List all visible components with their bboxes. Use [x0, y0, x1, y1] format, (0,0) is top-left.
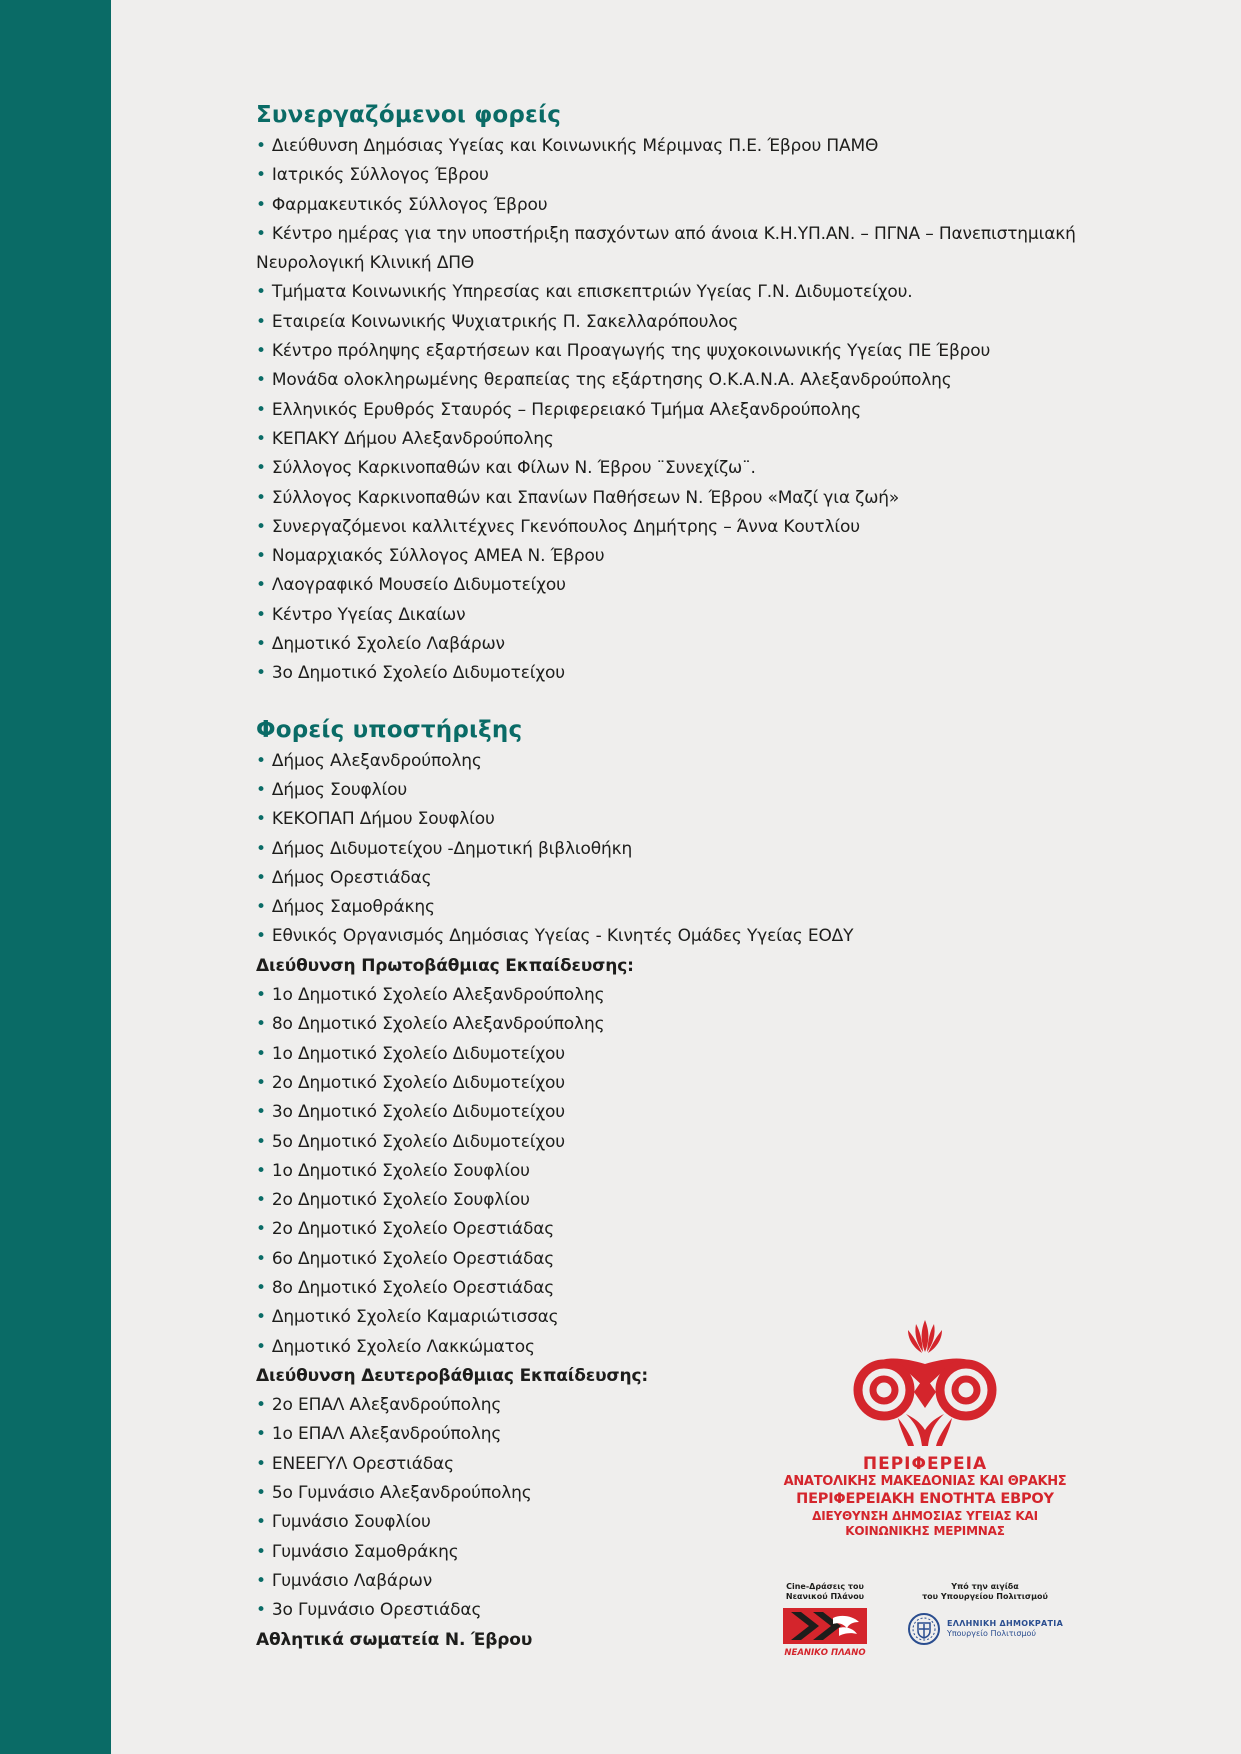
- list-item: • 2ο Δημοτικό Σχολείο Ορεστιάδας: [256, 1215, 1156, 1244]
- list-item: • Συνεργαζόμενοι καλλιτέχνες Γκενόπουλος Δημήτρης – Άννα Κουτλίου: [256, 513, 1156, 542]
- list-item: • Σύλλογος Καρκινοπαθών και Φίλων Ν. Έβρου ¨Συνεχίζω¨.: [256, 454, 1156, 483]
- list-item: • 5ο Δημοτικό Σχολείο Διδυμοτείχου: [256, 1128, 1156, 1157]
- list-item: • Δήμος Σουφλίου: [256, 776, 1156, 805]
- list-item: • 5ο Γυμνάσιο Αλεξανδρούπολης: [256, 1479, 1156, 1508]
- list-item: • Σύλλογος Καρκινοπαθών και Σπανίων Παθήσεων Ν. Έβρου «Μαζί για ζωή»: [256, 484, 1156, 513]
- list-item: • 1ο Δημοτικό Σχολείο Διδυμοτείχου: [256, 1040, 1156, 1069]
- cine-caption-line2: Νεανικού Πλάνου: [785, 1592, 865, 1601]
- list-item: • Δημοτικό Σχολείο Λακκώματος: [256, 1333, 1156, 1362]
- ministry-emblem-row: [890, 1612, 1080, 1646]
- ministry-caption-line2: του Υπουργείου Πολιτισμού: [922, 1592, 1048, 1601]
- list-item: • 3ο Δημοτικό Σχολείο Διδυμοτείχου: [256, 1098, 1156, 1127]
- region-logo-line1: ΠΕΡΙΦΕΡΕΙΑ: [862, 1454, 988, 1474]
- neaniko-plano-label: ΝΕΑΝΙΚΟ ΠΛΑΝΟ: [784, 1648, 866, 1658]
- region-logo-line2: ΑΝΑΤΟΛΙΚΗΣ ΜΑΚΕΔΟΝΙΑΣ ΚΑΙ ΘΡΑΚΗΣ: [783, 1474, 1067, 1489]
- list-item: • 1ο Δημοτικό Σχολείο Σουφλίου: [256, 1157, 1156, 1186]
- list-item: • 8ο Δημοτικό Σχολείο Ορεστιάδας: [256, 1274, 1156, 1303]
- list-item: • Λαογραφικό Μουσείο Διδυμοτείχου: [256, 571, 1156, 600]
- list-item: • 8ο Δημοτικό Σχολείο Αλεξανδρούπολης: [256, 1010, 1156, 1039]
- list-item: • Γυμνάσιο Σαμοθράκης: [256, 1538, 1156, 1567]
- list-item: • Εταιρεία Κοινωνικής Ψυχιατρικής Π. Σακελλαρόπουλος: [256, 308, 1156, 337]
- ministry-line2: Υπουργείο Πολιτισμού: [946, 1629, 1037, 1638]
- ministry-logo: [890, 1582, 1080, 1646]
- supporters-title: Φορείς υποστήριξης: [256, 716, 523, 743]
- cine-caption-line1: Cine-Δράσεις του: [786, 1582, 864, 1591]
- list-item: • Κέντρο Υγείας Δικαίων: [256, 601, 1156, 630]
- region-logo-line4: ΔΙΕΥΘΥΝΣΗ ΔΗΜΟΣΙΑΣ ΥΓΕΙΑΣ ΚΑΙ: [812, 1509, 1038, 1523]
- ministry-caption-line1: Υπό την αιγίδα: [951, 1582, 1019, 1591]
- secondary-education-heading: Διεύθυνση Δευτεροβάθμιας Εκπαίδευσης:: [256, 1365, 649, 1386]
- cine-logo: [770, 1582, 880, 1656]
- list-item: • Ελληνικός Ερυθρός Σταυρός – Περιφερειακό Τμήμα Αλεξανδρούπολης: [256, 396, 1156, 425]
- list-item: • Φαρμακευτικός Σύλλογος Έβρου: [256, 191, 1156, 220]
- list-item: • Δημοτικό Σχολείο Λαβάρων: [256, 630, 1156, 659]
- list-item: • 2ο Δημοτικό Σχολείο Διδυμοτείχου: [256, 1069, 1156, 1098]
- list-item: • Δημοτικό Σχολείο Καμαριώτισσας: [256, 1303, 1156, 1332]
- ionic-capital-icon: [850, 1318, 1000, 1448]
- list-item: • ΚΕΚΟΠΑΠ Δήμου Σουφλίου: [256, 805, 1156, 834]
- primary-education-heading: Διεύθυνση Πρωτοβάθμιας Εκπαίδευσης:: [256, 955, 634, 976]
- list-item: • 3ο Γυμνάσιο Ορεστιάδας: [256, 1596, 1156, 1625]
- list-item: • Δήμος Ορεστιάδας: [256, 864, 1156, 893]
- primary-schools-list: [256, 981, 1156, 1362]
- list-item: • 1ο Δημοτικό Σχολείο Αλεξανδρούπολης: [256, 981, 1156, 1010]
- region-logo-line5: ΚΟΙΝΩΝΙΚΗΣ ΜΕΡΙΜΝΑΣ: [845, 1524, 1005, 1538]
- list-item: • Δήμος Διδυμοτείχου -Δημοτική βιβλιοθήκη: [256, 835, 1156, 864]
- list-item: • Μονάδα ολοκληρωμένης θεραπείας της εξάρτησης Ο.Κ.Α.Ν.Α. Αλεξανδρούπολης: [256, 366, 1156, 395]
- sponsor-logos: [770, 1582, 1080, 1672]
- ministry-line1: ΕΛΛΗΝΙΚΗ ΔΗΜΟΚΡΑΤΙΑ: [946, 1619, 1064, 1628]
- list-item: • Γυμνάσιο Λαβάρων: [256, 1567, 1156, 1596]
- side-stripe: [0, 0, 111, 1754]
- greek-emblem-icon: [907, 1612, 941, 1646]
- list-item: • ΚΕΠΑΚΥ Δήμου Αλεξανδρούπολης: [256, 425, 1156, 454]
- list-item: • 2ο ΕΠΑΛ Αλεξανδρούπολης: [256, 1391, 1156, 1420]
- list-item: • Δήμος Αλεξανδρούπολης: [256, 747, 1156, 776]
- list-item: • Διεύθυνση Δημόσιας Υγείας και Κοινωνικής Μέριμνας Π.Ε. Έβρου ΠΑΜΘ: [256, 132, 1156, 161]
- list-item: • 3ο Δημοτικό Σχολείο Διδυμοτείχου: [256, 659, 1156, 688]
- athletic-clubs-heading: Αθλητικά σωματεία Ν. Έβρου: [256, 1629, 533, 1650]
- partners-title: Συνεργαζόμενοι φορείς: [256, 102, 562, 128]
- list-item: • Νομαρχιακός Σύλλογος ΑΜΕΑ Ν. Έβρου: [256, 542, 1156, 571]
- list-item: • Κέντρο ημέρας για την υποστήριξη πασχόντων από άνοια Κ.Η.ΥΠ.ΑΝ. – ΠΓΝΑ – Πανεπιστημιακή Νευρολογική Κλινική ΔΠΘ: [256, 220, 1136, 279]
- list-item: • Τμήματα Κοινωνικής Υπηρεσίας και επισκεπτριών Υγείας Γ.Ν. Διδυμοτείχου.: [256, 278, 1156, 307]
- list-item: • ΕΝΕΕΓΥΛ Ορεστιάδας: [256, 1450, 1156, 1479]
- supporters-list: [256, 747, 1156, 952]
- list-item: • Γυμνάσιο Σουφλίου: [256, 1508, 1156, 1537]
- neaniko-plano-icon: [783, 1608, 867, 1656]
- list-item: • Κέντρο πρόληψης εξαρτήσεων και Προαγωγής της ψυχοκοινωνικής Υγείας ΠΕ Έβρου: [256, 337, 1156, 366]
- list-item: • Εθνικός Οργανισμός Δημόσιας Υγείας - Κινητές Ομάδες Υγείας ΕΟΔΥ: [256, 922, 1156, 951]
- list-item: • Δήμος Σαμοθράκης: [256, 893, 1156, 922]
- list-item: • 1ο ΕΠΑΛ Αλεξανδρούπολης: [256, 1420, 1156, 1449]
- list-item: • 2ο Δημοτικό Σχολείο Σουφλίου: [256, 1186, 1156, 1215]
- list-item: • Ιατρικός Σύλλογος Έβρου: [256, 161, 1156, 190]
- list-item: • 6ο Δημοτικό Σχολείο Ορεστιάδας: [256, 1245, 1156, 1274]
- region-logo: [770, 1318, 1080, 1539]
- partners-list: [256, 132, 1156, 689]
- region-logo-line3: ΠΕΡΙΦΕΡΕΙΑΚΗ ΕΝΟΤΗΤΑ ΕΒΡΟΥ: [796, 1491, 1054, 1507]
